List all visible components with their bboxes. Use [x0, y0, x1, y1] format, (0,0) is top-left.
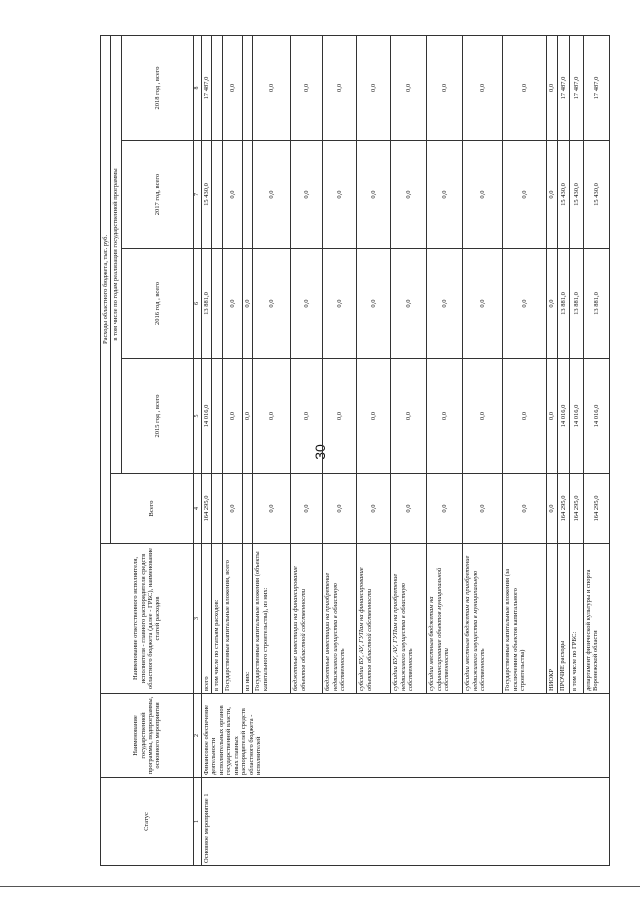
expenses-table [100, 35, 610, 866]
cell-2016: 0,0 [547, 249, 557, 359]
cell-2016: 0,0 [391, 249, 427, 359]
cell-2015: 0,0 [357, 359, 391, 474]
header-status: Статус [101, 778, 194, 866]
cell-2017: 0,0 [463, 141, 503, 249]
row-label: субсидии местным бюджетам на софинансирование объектов муниципальной собственности [427, 544, 463, 694]
cell-2016: 0,0 [357, 249, 391, 359]
cell-2015: 14 016,0 [583, 359, 609, 474]
cell-2015 [212, 359, 222, 474]
row-label: Государственные капитальные вложения, всего [222, 544, 242, 694]
cell-total [212, 474, 222, 544]
cell-2017: 0,0 [503, 141, 547, 249]
header-expenses-group: Расходы областного бюджета, тыс. руб. [101, 35, 111, 543]
cell-2015: 0,0 [253, 359, 291, 474]
cell-total: 164 295,0 [557, 474, 569, 544]
header-executor: Наименование ответственного исполнителя, исполнителя - главного распорядителя средств областного бюджета (далее - ГРБС), наименование статей расходов [101, 544, 194, 694]
cell-2015: 0,0 [427, 359, 463, 474]
index-cell: 1 [193, 778, 201, 866]
cell-2017: 0,0 [391, 141, 427, 249]
cell-total: 0,0 [391, 474, 427, 544]
cell-2017 [212, 141, 222, 249]
cell-2016: 0,0 [323, 249, 357, 359]
cell-2018: 17 487,0 [201, 35, 211, 140]
page-number: 30 [312, 444, 328, 460]
cell-2018: 17 487,0 [583, 35, 609, 140]
column-index-row [193, 35, 201, 865]
cell-2017: 0,0 [427, 141, 463, 249]
header-2018: 2018 год , всего [121, 35, 193, 140]
cell-2016: 13 881,0 [583, 249, 609, 359]
cell-2017: 0,0 [547, 141, 557, 249]
row-label: бюджетные инвестиции на финансирование объектов областной собственности [291, 544, 323, 694]
cell-2018: 17 487,0 [557, 35, 569, 140]
table-row [201, 35, 211, 865]
cell-2017 [242, 141, 252, 249]
cell-total: 0,0 [463, 474, 503, 544]
cell-2017: 0,0 [291, 141, 323, 249]
cell-2017: 15 430,0 [201, 141, 211, 249]
cell-total: 0,0 [427, 474, 463, 544]
row-label: субсидии местным бюджетам на приобретение недвижимого имущества в муниципальную собственность [463, 544, 503, 694]
header-2016: 2016 год , всего [121, 249, 193, 359]
status-cell: Основное мероприятие 1 [201, 778, 609, 866]
row-label: субсидии БУ, АУ, ГУПам на финансирование объектов областной собственности [357, 544, 391, 694]
cell-2015: 0,0 [547, 359, 557, 474]
cell-total: 0,0 [503, 474, 547, 544]
row-label: бюджетные инвестиции на приобретение недвижимого имущества в областную собственность [323, 544, 357, 694]
header-2015: 2015 год , всего [121, 359, 193, 474]
cell-2015: 14 016,0 [201, 359, 211, 474]
header-by-year: в том числе по годам реализации государственной программы [111, 35, 121, 473]
row-label: в том числе по статьям расходов: [212, 544, 222, 694]
cell-total: 164 295,0 [583, 474, 609, 544]
program-name-cell: Финансовое обеспечение деятельности исполнительных органов государственной власти, иных главных распорядителей средств областного бюджета - исполнителей [201, 694, 609, 778]
cell-2017: 0,0 [222, 141, 242, 249]
cell-2018: 0,0 [427, 35, 463, 140]
cell-2017: 15 430,0 [569, 141, 583, 249]
cell-total: 0,0 [291, 474, 323, 544]
row-label: в том числе по ГРБС: [569, 544, 583, 694]
cell-2018: 0,0 [253, 35, 291, 140]
cell-2015: 14 016,0 [557, 359, 569, 474]
cell-2018 [212, 35, 222, 140]
row-label: всего [201, 544, 211, 694]
index-cell: 6 [193, 249, 201, 359]
cell-total: 0,0 [222, 474, 242, 544]
cell-2017: 0,0 [253, 141, 291, 249]
cell-total: 0,0 [323, 474, 357, 544]
cell-2015: 0,0 [323, 359, 357, 474]
row-label: субсидии БУ, АУ, ГУПам на приобретение недвижимого имущества в областную собственность [391, 544, 427, 694]
cell-2015: 0,0 [222, 359, 242, 474]
cell-2016: 0,0 [242, 249, 252, 359]
index-cell: 8 [193, 35, 201, 140]
index-cell: 3 [193, 544, 201, 694]
cell-2018: 0,0 [463, 35, 503, 140]
cell-2018: 0,0 [291, 35, 323, 140]
cell-2018: 0,0 [503, 35, 547, 140]
row-label: Государственные капитальные вложения (за исключением объектов капитального строительства) [503, 544, 547, 694]
index-cell: 2 [193, 694, 201, 778]
rotated-table-frame [100, 36, 600, 866]
cell-total: 164 295,0 [201, 474, 211, 544]
cell-2016: 0,0 [427, 249, 463, 359]
cell-2015: 14 016,0 [569, 359, 583, 474]
table-container [100, 36, 600, 866]
cell-2016 [212, 249, 222, 359]
cell-2018: 0,0 [547, 35, 557, 140]
cell-2016: 0,0 [253, 249, 291, 359]
cell-2016: 13 881,0 [557, 249, 569, 359]
row-label: департамент физической культуры и спорта Воронежской области [583, 544, 609, 694]
cell-total: 164 295,0 [569, 474, 583, 544]
header-2017: 2017 год, всего [121, 141, 193, 249]
cell-total: 0,0 [357, 474, 391, 544]
cell-2018: 0,0 [222, 35, 242, 140]
cell-2016: 0,0 [463, 249, 503, 359]
cell-2016: 13 881,0 [201, 249, 211, 359]
cell-2018: 0,0 [323, 35, 357, 140]
cell-total [242, 474, 252, 544]
bottom-rule [0, 886, 640, 887]
cell-2016: 0,0 [291, 249, 323, 359]
row-label: НИОКР [547, 544, 557, 694]
cell-total: 0,0 [253, 474, 291, 544]
row-label: Государственные капитальные вложения (объекты капитального строительства), из них: [253, 544, 291, 694]
cell-2017: 0,0 [323, 141, 357, 249]
index-cell: 7 [193, 141, 201, 249]
cell-2018 [242, 35, 252, 140]
cell-2015: 0,0 [391, 359, 427, 474]
header-total: Всего [111, 474, 193, 544]
cell-2015: 0,0 [291, 359, 323, 474]
cell-2017: 15 430,0 [583, 141, 609, 249]
row-label: ПРОЧИЕ расходы [557, 544, 569, 694]
row-label: из них: [242, 544, 252, 694]
cell-2016: 13 881,0 [569, 249, 583, 359]
cell-2018: 17 487,0 [569, 35, 583, 140]
cell-2015: 0,0 [463, 359, 503, 474]
cell-2016: 0,0 [503, 249, 547, 359]
cell-total: 0,0 [547, 474, 557, 544]
cell-2017: 15 430,0 [557, 141, 569, 249]
cell-2016: 0,0 [222, 249, 242, 359]
cell-2017: 0,0 [357, 141, 391, 249]
cell-2018: 0,0 [391, 35, 427, 140]
cell-2018: 0,0 [357, 35, 391, 140]
cell-2015: 0,0 [242, 359, 252, 474]
index-cell: 4 [193, 474, 201, 544]
cell-2015: 0,0 [503, 359, 547, 474]
index-cell: 5 [193, 359, 201, 474]
header-program-name: Наименование государственной программы, подпрограммы, основного мероприятия [101, 694, 194, 778]
